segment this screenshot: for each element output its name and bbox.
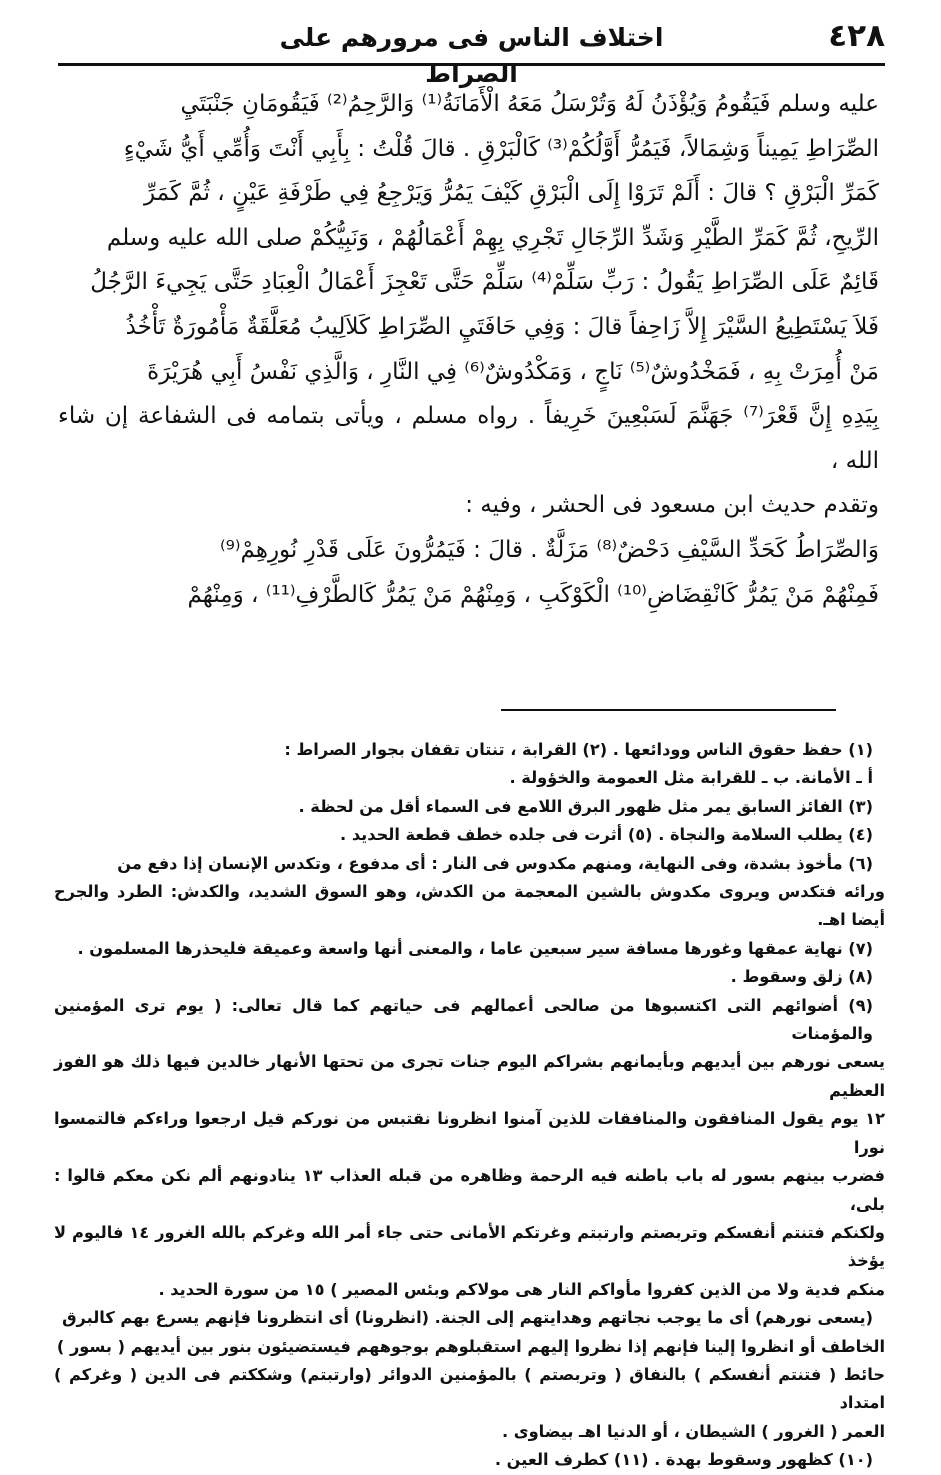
text-line: الصِّرَاطِ يَمِيناً وَشِمَالاً، فَيَمُرُّ أَوَّلُكُمْ⁽³⁾ كَالْبَرْقِ . قالَ قُلْتُ : بِأَبِي أَنْتَ وَأُمِّي أَيُّ شَيْءٍ [123, 135, 879, 162]
footnote-10-11: (١٠) كظهور وسقوط بهدة . (١١) كطرف العين . [494, 1450, 873, 1470]
footnote-3: (٣) الفائز السابق يمر مثل ظهور البرق اللامع فى السماء أقل من لحظة . [298, 796, 873, 816]
text-line: مَنْ أُمِرَتْ بِهِ ، فَمَخْدُوشٌ⁽⁵⁾ نَاجٍ ، وَمَكْدُوشٌ⁽⁶⁾ فِي النَّارِ ، وَالَّذِي نَفْسُ أَبِي هُرَيْرَةَ [147, 358, 879, 385]
text-line: كَمَرِّ الْبَرْقِ ؟ قالَ : أَلَمْ تَرَوْا إِلَى الْبَرْقِ كَيْفَ يَمُرُّ وَيَرْجِعُ فِي طَرْفَةِ عَيْنٍ ، ثُمَّ كَمَرِّ [144, 180, 879, 207]
footnote-9-line-3: ١٢ يوم يقول المنافقون والمنافقات للذين آمنوا انظرونا نقتبس من نوركم قيل ارجعوا وراءكم فالتمسوا نورا [54, 1109, 885, 1157]
text-line: عليه وسلم فَيَقُومُ وَيُؤْذَنُ لَهُ وَتُرْسَلُ مَعَهُ الْأَمَانَةُ⁽¹⁾ وَالرَّحِمُ⁽²⁾ فَيَقُومَانِ جَنْبَتَيِ [180, 91, 879, 117]
footnote-9-line-2: يسعى نورهم بين أيديهم وبأيمانهم بشراكم اليوم جنات تجرى من تحتها الأنهار خالدين فيها ذلك هو الفوز العظيم [54, 1052, 885, 1100]
text-line: فَمِنْهُمْ مَنْ يَمُرُّ كَانْقِضَاضِ⁽¹⁰⁾ الْكَوْكَبِ ، وَمِنْهُمْ مَنْ يَمُرُّ كَالطَّرْفِ⁽¹¹⁾ ، وَمِنْهُمْ [187, 581, 879, 608]
header-rule [58, 63, 885, 66]
footnote-8: (٨) زلق وسقوط . [730, 967, 873, 987]
main-text [58, 82, 879, 617]
footnote-9-line-4: فضرب بينهم بسور له باب باطنه فيه الرحمة وظاهره من قبله العذاب ١٣ ينادونهم ألم نكن معكم قالوا : بلى، [54, 1166, 885, 1214]
footnote-9-line-6: منكم فدية ولا من الذين كفروا مأواكم النار هى مولاكم وبئس المصير ) ١٥ من سورة الحديد . [158, 1279, 885, 1299]
footnote-9-commentary-1: (يسعى نورهم) أى ما يوجب نجاتهم وهدايتهم إلى الجنة. (انظرونا) أى انتظرونا فإنهم يسرع بهم كالبرق [62, 1308, 873, 1328]
footnote-6-line-2: ورائه فتكدس ويروى مكدوش بالشين المعجمة من الكدش، وهو السوق الشديد، والكدش: الطرد والجرح أيضا اهـ. [54, 882, 885, 930]
text-line: الرِّيحِ، ثُمَّ كَمَرِّ الطَّيْرِ وَشَدِّ الرِّجَالِ تَجْرِي بِهِمْ أَعْمَالُهُمْ ، وَنَبِيُّكُمْ صلى الله عليه وسلم [106, 224, 879, 251]
text-line: وَالصِّرَاطُ كَحَدِّ السَّيْفِ دَحْضٌ⁽⁸⁾ مَزَلَّةٌ . قالَ : فَيَمُرُّونَ عَلَى قَدْرِ نُورِهِمْ⁽⁹⁾ [219, 536, 879, 563]
page-header [58, 12, 885, 88]
text-line: فَلاَ يَسْتَطِيعُ السَّيْرَ إِلاَّ زَاحِفاً قالَ : وَفِي حَافَتَيِ الصِّرَاطِ كَلاَلِيبُ مُعَلَّقَةٌ مَأْمُورَةٌ تَأْخُذُ [125, 313, 879, 340]
footnote-9-commentary-3: حائط ( فتنتم أنفسكم ) بالنفاق ( وتربصتم ) بالمؤمنين الدوائر (وارتبتم) وشككتم فى الدين ( وغركم ) امتداد [54, 1364, 885, 1413]
page-number: ٤٢٨ [828, 18, 885, 54]
footnotes [54, 736, 885, 1475]
footnote-7: (٧) نهاية عمقها وغورها مسافة سير سبعين عاما ، والمعنى أنها واسعة وعميقة فليحذرها المسلمون . [77, 938, 873, 958]
footnote-separator [501, 709, 836, 711]
text-line: بِيَدِهِ إِنَّ قَعْرَ⁽⁷⁾ جَهَنَّمَ لَسَبْعِينَ خَرِيفاً . رواه مسلم ، ويأتى بتمامه فى الشفاعة إن شاء الله ، [58, 403, 879, 474]
footnote-6-line-1: (٦) مأخوذ بشدة، وفى النهاية، ومنهم مكدوس فى النار : أى مدفوع ، وتكدس الإنسان إذا دفع من [117, 853, 873, 873]
footnote-1-2: (١) حفظ حقوق الناس وودائعها . (٢) القرابة ، تنتان تقفان بجوار الصراط : [284, 740, 873, 759]
footnote-1-glossary: أ ـ الأمانة. ب ـ للقرابة مثل العمومة والخؤولة . [509, 768, 873, 788]
footnote-9-commentary-4: العمر ( الغرور ) الشيطان ، أو الدنيا اهـ بيضاوى . [502, 1421, 885, 1441]
text-line: وتقدم حديث ابن مسعود فى الحشر ، وفيه : [465, 492, 879, 519]
footnote-9-commentary-2: الخاطف أو انظروا إلينا فإنهم إذا نظروا إليهم استقبلوهم بوجوههم فيستضيئون بنور بين أيديهم ( بسور ) [56, 1336, 885, 1356]
text-line: قَائِمٌ عَلَى الصِّرَاطِ يَقُولُ : رَبِّ سَلِّمْ⁽⁴⁾ سَلِّمْ حَتَّى تَعْجِزَ أَعْمَالُ الْعِبَادِ حَتَّى يَجِيءَ الرَّجُلُ [90, 269, 879, 296]
footnote-9-line-1: (٩) أضوائهم التى اكتسبوها من صالحى أعمالهم فى حياتهم كما قال تعالى: ( يوم ترى المؤمنين والمؤمنات [54, 995, 873, 1044]
footnote-4-5: (٤) يطلب السلامة والنجاة . (٥) أثرت فى جلده خطف قطعة الحديد . [340, 825, 873, 845]
footnote-9-line-5: ولكنكم فتنتم أنفسكم وتربصتم وارتبتم وغرتكم الأمانى حتى جاء أمر الله وغركم بالله الغرور ١٤ فاليوم لا يؤخذ [54, 1222, 885, 1271]
running-title: اختلاف الناس فى مرورهم على الصراط [279, 23, 664, 88]
